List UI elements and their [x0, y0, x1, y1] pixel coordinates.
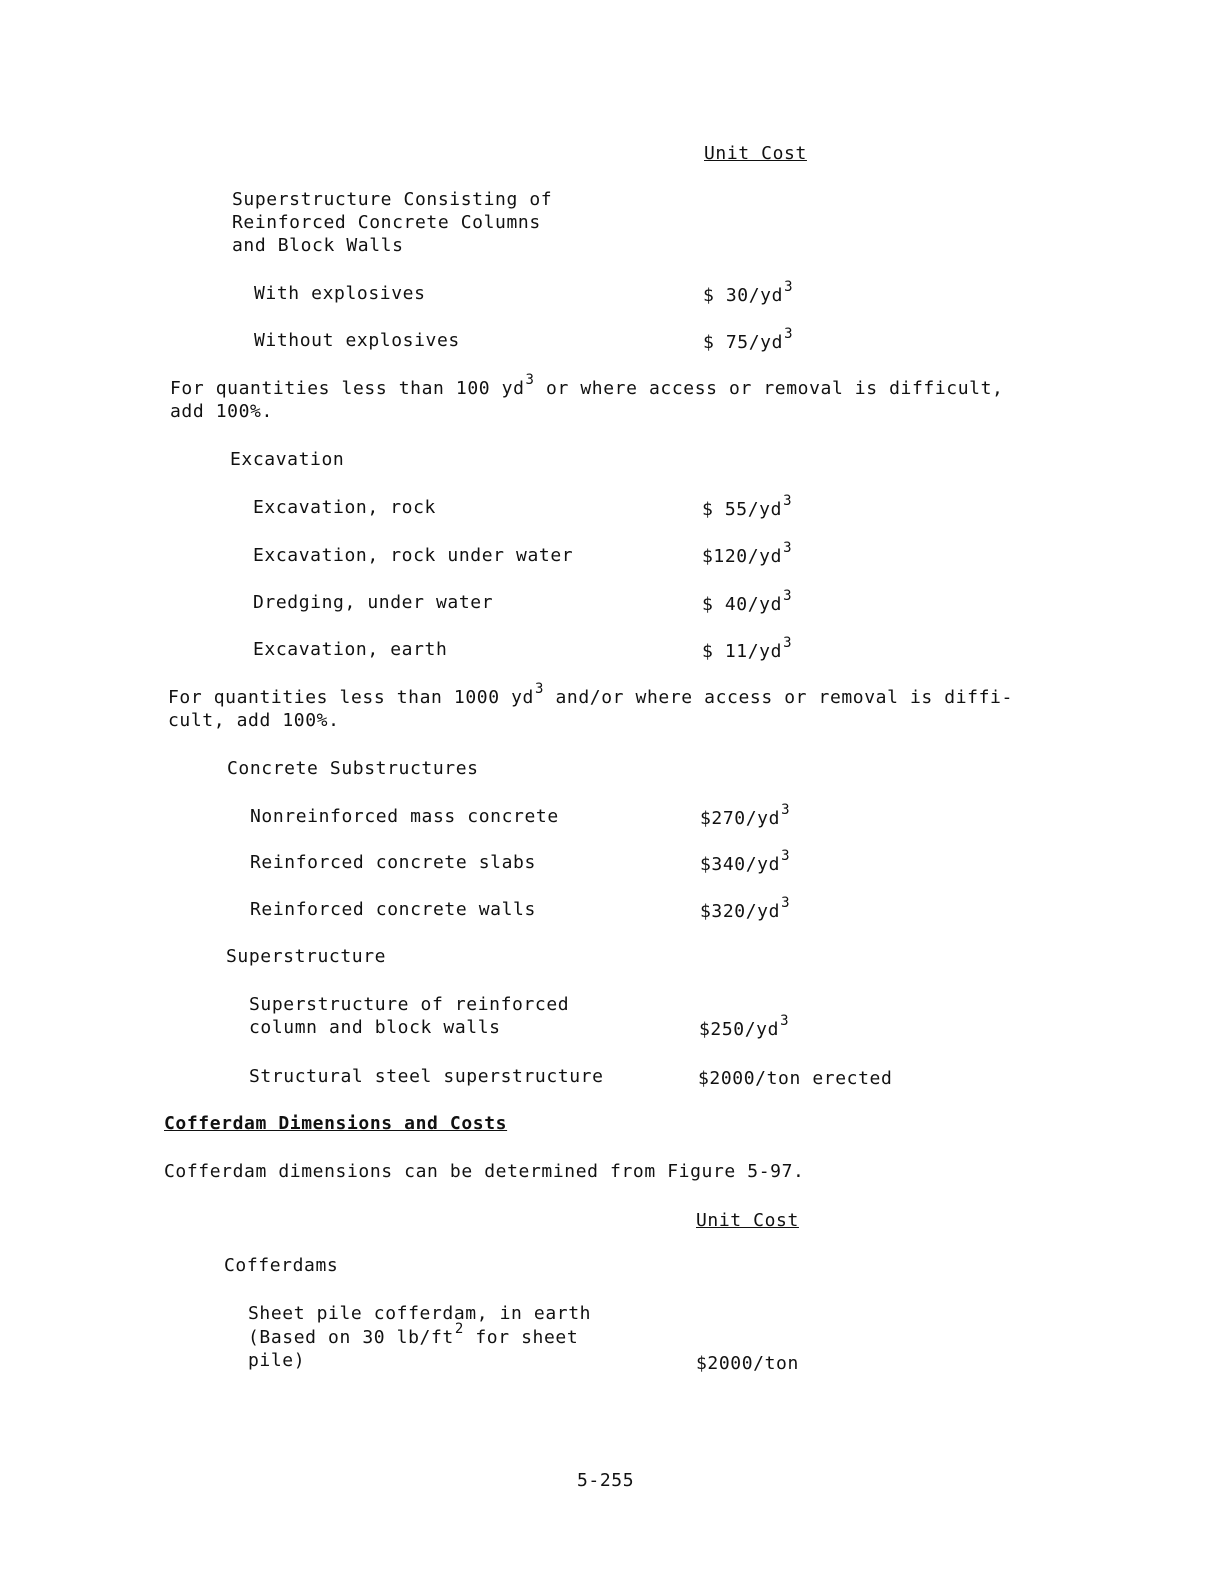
superstructure-item1-line2: column and block walls	[249, 1017, 501, 1038]
page-number: 5-255	[577, 1470, 635, 1491]
sheet-pile-line1: Sheet pile cofferdam, in earth	[248, 1303, 592, 1324]
superstructure-item1-line1: Superstructure of reinforced	[249, 994, 570, 1015]
block1-title-line2: Reinforced Concrete Columns	[232, 212, 541, 233]
concrete-title: Concrete Substructures	[227, 758, 479, 779]
superstructure-title: Superstructure	[226, 946, 387, 967]
structural-steel-label: Structural steel superstructure	[249, 1066, 604, 1087]
reinforced-walls-label: Reinforced concrete walls	[250, 899, 536, 920]
excavation-rock-water-cost: $\$120/yd^3$	[702, 540, 793, 567]
with-explosives-label: With explosives	[254, 283, 426, 304]
without-explosives-label: Without explosives	[254, 330, 460, 351]
excavation-rock-cost: $ $55/yd^3$	[702, 493, 793, 520]
cofferdam-heading: Cofferdam Dimensions and Costs	[164, 1113, 508, 1134]
unit-cost-header: Unit Cost	[704, 143, 807, 164]
cofferdam-intro: Cofferdam dimensions can be determined from Figure 5-97.	[164, 1161, 805, 1182]
superstructure-item1-cost: $\$250/yd^3$	[699, 1013, 790, 1040]
dredging-cost: $ $40/yd^3$	[702, 588, 793, 615]
without-explosives-cost: $ $75/yd^3$	[703, 326, 794, 353]
excavation-earth-label: Excavation, earth	[253, 639, 448, 660]
cofferdams-title: Cofferdams	[224, 1255, 339, 1276]
note1-line1: For quantities less than 100 $yd^3$ or where access or removal is difficult,	[170, 372, 1004, 399]
sheet-pile-cost: $2000/ton	[696, 1353, 799, 1374]
excavation-rock-water-label: Excavation, rock under water	[253, 545, 574, 566]
block1-title-line1: Superstructure Consisting of	[232, 189, 553, 210]
note2-line2: cult, add 100%.	[168, 710, 340, 731]
block1-title-line3: and Block Walls	[232, 235, 404, 256]
with-explosives-cost: $ $30/yd^3$	[703, 279, 794, 306]
reinforced-walls-cost: $\$320/yd^3$	[700, 895, 791, 922]
excavation-earth-cost: $ $11/yd^3$	[702, 635, 793, 662]
reinforced-slabs-label: Reinforced concrete slabs	[250, 852, 536, 873]
sheet-pile-line3: pile)	[248, 1350, 306, 1371]
nonreinforced-cost: $\$270/yd^3$	[700, 802, 791, 829]
sheet-pile-line2: (Based on 30 $lb/ft^2$ for sheet	[248, 1321, 579, 1348]
reinforced-slabs-cost: $\$340/yd^3$	[700, 848, 791, 875]
dredging-label: Dredging, under water	[253, 592, 494, 613]
note1-line2: add 100%.	[170, 401, 273, 422]
excavation-rock-label: Excavation, rock	[253, 497, 436, 518]
nonreinforced-label: Nonreinforced mass concrete	[250, 806, 559, 827]
unit-cost-header-2: Unit Cost	[696, 1210, 799, 1231]
structural-steel-cost: $2000/ton erected	[698, 1068, 893, 1089]
excavation-title: Excavation	[230, 449, 345, 470]
note2-line1: For quantities less than 1000 $yd^3$ and/or where access or removal is diffi-	[168, 681, 1013, 708]
